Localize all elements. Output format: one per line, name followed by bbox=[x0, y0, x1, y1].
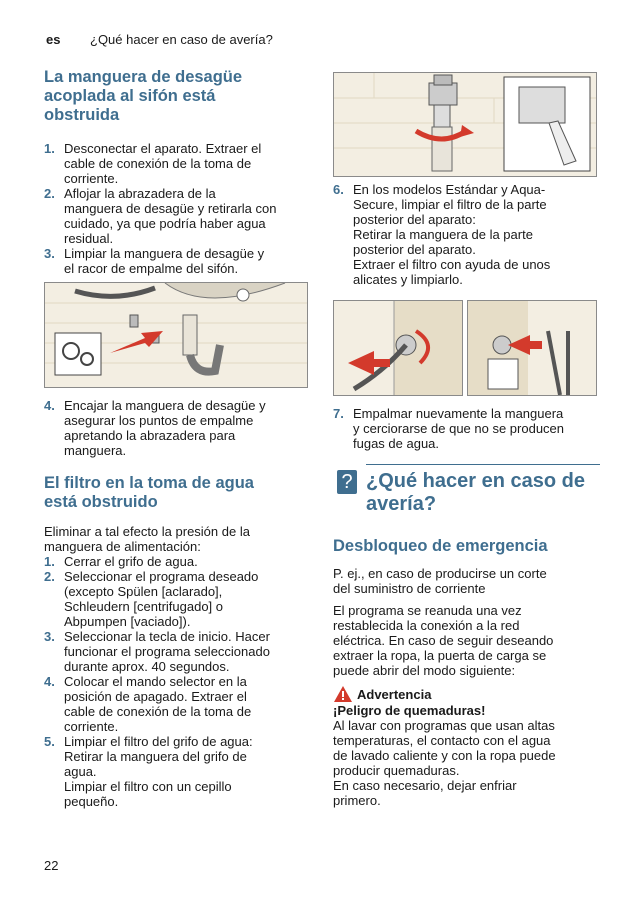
header-language: es bbox=[46, 32, 61, 47]
pliers-filter-illustration bbox=[467, 300, 597, 396]
section-title-water-filter: El filtro en la toma de agua está obstruido bbox=[44, 474, 254, 511]
section-water-filter bbox=[44, 474, 306, 809]
warning-label: Advertencia bbox=[357, 686, 432, 702]
question-icon: ? bbox=[337, 470, 357, 494]
step-2: 2. Aflojar la abrazadera de la manguera de desagüe y retirarla con cuidado, ya que podría haber agua residual. bbox=[44, 186, 277, 246]
step-6-block bbox=[333, 182, 601, 287]
filter-step-5: 5. Limpiar el filtro del grifo de agua: Retirar la manguera del grifo de agua. Limpiar el filtro con un cepillo pequeño. bbox=[44, 734, 253, 809]
section-emergency-release bbox=[333, 537, 601, 808]
filter-step-4: 4. Colocar el mando selector en la posición de apagado. Extraer el cable de conexión de la toma de corriente. bbox=[44, 674, 252, 734]
page-number: 22 bbox=[44, 858, 59, 873]
filter-step-1: 1. Cerrar el grifo de agua. bbox=[44, 554, 198, 569]
warning-title: ¡Peligro de quemaduras! bbox=[333, 703, 486, 718]
filter-step-2: 2. Seleccionar el programa deseado (excepto Spülen [aclarado], Schleudern [centrifugado] o Abpumpen [vaciado]). bbox=[44, 569, 259, 629]
siphon-illustration bbox=[44, 282, 308, 388]
warning-header bbox=[333, 685, 601, 703]
intro-text: Eliminar a tal efecto la presión de la manguera de alimentación: bbox=[44, 524, 250, 554]
section-title-emergency-release: Desbloqueo de emergencia bbox=[333, 537, 548, 555]
paragraph-1: P. ej., en caso de producirse un corte del suministro de corriente bbox=[333, 566, 547, 596]
section-drain-hose bbox=[44, 68, 306, 276]
section-title-drain-hose: La manguera de desagüe acoplada al sifón está obstruida bbox=[44, 68, 243, 124]
warning-icon bbox=[333, 685, 353, 703]
tap-filter-illustration bbox=[333, 72, 597, 177]
filter-step-3: 3. Seleccionar la tecla de inicio. Hacer funcionar el programa seleccionado durante aprox. 40 segundos. bbox=[44, 629, 270, 674]
step-7: 7. Empalmar nuevamente la manguera y cerciorarse de que no se producen fugas de agua. bbox=[333, 406, 565, 451]
title-rule bbox=[366, 464, 600, 465]
header-title: ¿Qué hacer en caso de avería? bbox=[90, 32, 273, 47]
back-hose-illustration bbox=[333, 300, 463, 396]
step-4-block bbox=[44, 398, 306, 458]
big-title: ¿Qué hacer en caso de avería? bbox=[366, 470, 585, 515]
step-3: 3. Limpiar la manguera de desagüe y el racor de empalme del sifón. bbox=[44, 246, 265, 276]
step-7-block bbox=[333, 406, 601, 451]
paragraph-2: El programa se reanuda una vez restablecida la conexión a la red eléctrica. En caso de seguir deseando extraer la ropa, la puerta de carga se puede abrir del modo siguiente: bbox=[333, 603, 554, 678]
step-6: 6. En los modelos Estándar y Aqua- Secure, limpiar el filtro de la parte posterior del aparato: Retirar la manguera de la parte posterior del aparato. Extraer el filtro con ayuda de unos alicates y limpiarlo. bbox=[333, 182, 551, 287]
warning-text: Al lavar con programas que usan altas temperaturas, el contacto con el agua de lavado caliente y con la ropa puede producir quemaduras. En caso necesario, dejar enfriar primero. bbox=[333, 718, 556, 808]
step-1: 1. Desconectar el aparato. Extraer el cable de conexión de la toma de corriente. bbox=[44, 141, 262, 186]
step-4: 4. Encajar la manguera de desagüe y asegurar los puntos de empalme apretando la abrazadera para manguera. bbox=[44, 398, 266, 458]
